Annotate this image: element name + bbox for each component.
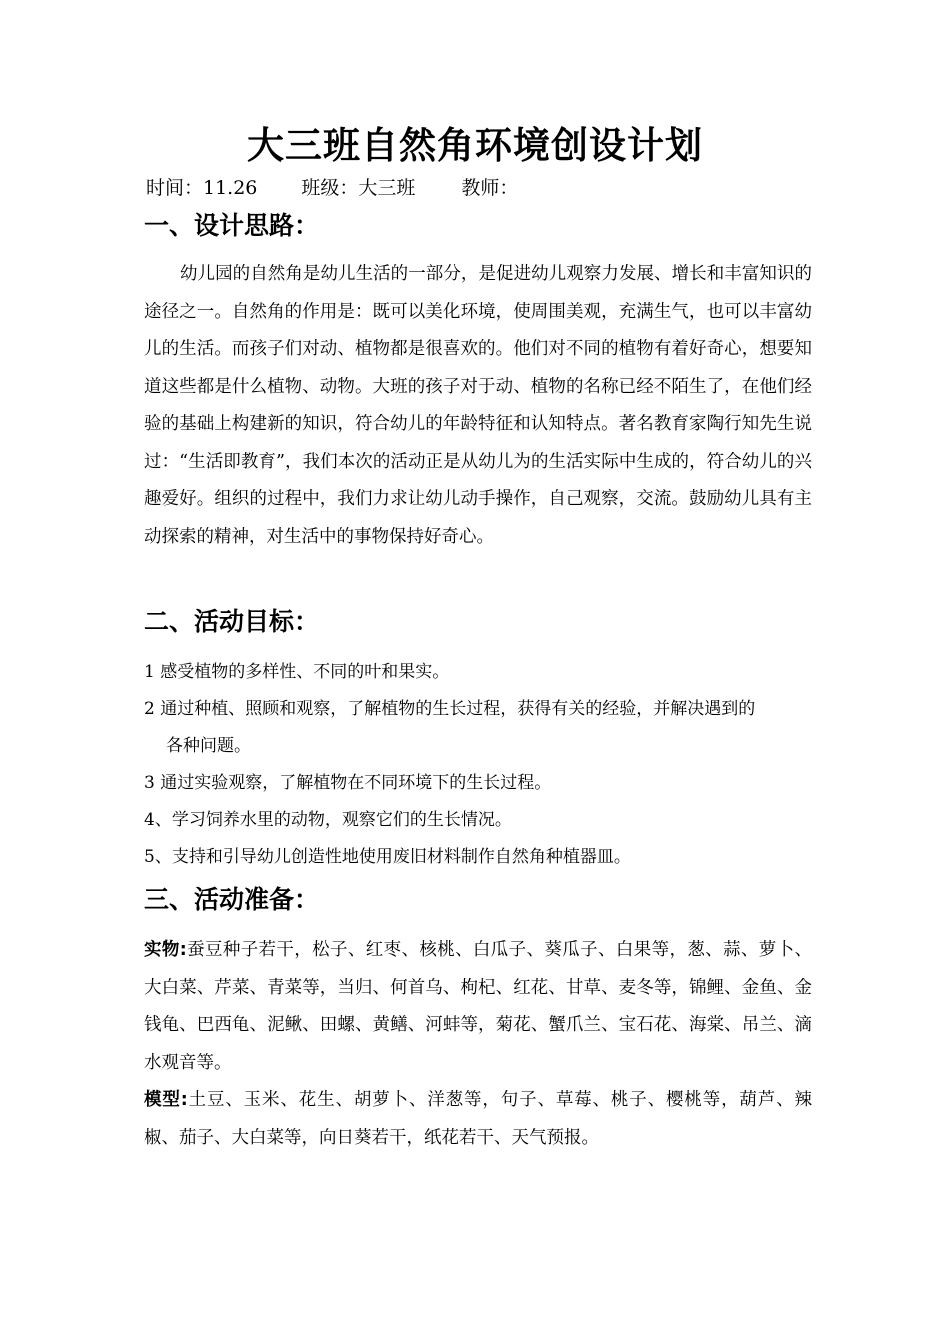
meta-teacher: 教师： — [461, 177, 519, 199]
page-title: 大三班自然角环境创设计划 — [247, 124, 703, 167]
meta-time: 时间：11.26 — [146, 177, 258, 199]
section-heading-prep: 三、活动准备： — [144, 885, 320, 914]
meta-line — [146, 174, 518, 202]
section-heading-goals: 二、活动目标： — [144, 607, 320, 636]
meta-class: 班级：大三班 — [301, 177, 416, 199]
prep-real-paragraph — [144, 932, 812, 1082]
prep-model-label: 模型: — [144, 1090, 188, 1110]
prep-real-text: 蚕豆种子若干，松子、红枣、核桃、白瓜子、葵瓜子、白果等，葱、蒜、萝卜、大白菜、芹菜、青菜等，当归、何首乌、枸杞、红花、甘草、麦冬等，锦鲤、金鱼、金钱龟、巴西龟、泥鳅、田螺、黄鳝、河蚌等，菊花、蟹爪兰、宝石花、海棠、吊兰、滴水观音等。 — [144, 940, 813, 1073]
prep-model-paragraph — [144, 1082, 812, 1157]
goal-item: 2 通过种植、照顾和观察，了解植物的生长过程，获得有关的经验，并解决遇到的 — [144, 699, 756, 719]
goal-item: 3 通过实验观察，了解植物在不同环境下的生长过程。 — [144, 773, 552, 793]
design-paragraph: 幼儿园的自然角是幼儿生活的一部分，是促进幼儿观察力发展、增长和丰富知识的途径之一。自然角的作用是：既可以美化环境，使周围美观，充满生气，也可以丰富幼儿的生活。而孩子们对动、植物都是很喜欢的。他们对不同的植物有着好奇心，想要知道这些都是什么植物、动物。大班的孩子对于动、植物的名称已经不陌生了，在他们经验的基础上构建新的知识，符合幼儿的年龄特征和认知特点。著名教育家陶行知先生说过：“生活即教育”，我们本次的活动正是从幼儿为的生活实际中生成的，符合幼儿的兴趣爱好。组织的过程中，我们力求让幼儿动手操作，自己观察，交流。鼓励幼儿具有主动探索的精神，对生活中的事物保持好奇心。 — [144, 264, 812, 547]
prep-model-text: 土豆、玉米、花生、胡萝卜、洋葱等，句子、草莓、桃子、樱桃等，葫芦、辣椒、茄子、大白菜等，向日葵若干，纸花若干、天气预报。 — [144, 1090, 813, 1148]
goals-list — [144, 654, 812, 876]
goal-item-continuation: 各种问题。 — [166, 736, 251, 756]
goal-item: 4、学习饲养水里的动物，观察它们的生长情况。 — [144, 810, 512, 830]
goal-item: 1 感受植物的多样性、不同的叶和果实。 — [144, 662, 450, 682]
prep-real-label: 实物: — [144, 940, 187, 960]
section-heading-design: 一、设计思路： — [144, 211, 320, 240]
goal-item: 5、支持和引导幼儿创造性地使用废旧材料制作自然角种植器皿。 — [144, 847, 631, 867]
